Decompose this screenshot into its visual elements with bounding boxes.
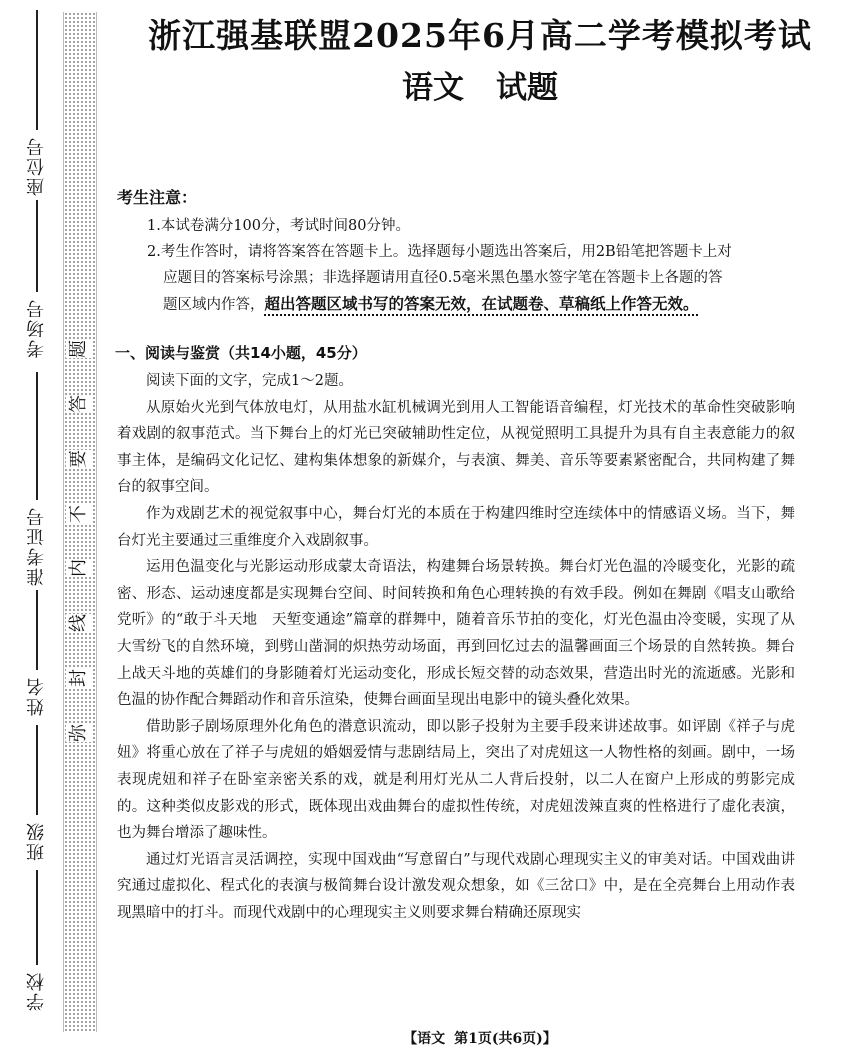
notice-emphasis: 超出答题区域书写的答案无效，在试题卷、草稿纸上作答无效。	[264, 295, 699, 313]
exam-room-line	[36, 200, 38, 292]
seal-char: 题	[66, 340, 92, 358]
seal-char: 不	[66, 505, 92, 523]
notice-item-2-line-3	[117, 291, 797, 318]
passage-paragraph: 通过灯光语言灵活调控，实现中国戏曲“写意留白”与现代戏剧心理现实主义的审美对话。中国戏曲讲究通过虚拟化、程式化的表演与极简舞台设计激发观众想象，如《三岔口》中，是在全亮舞台上用动作表现黑暗中的打斗。而现代戏剧中的心理现实主义则要求舞台精确还原现实	[117, 851, 795, 921]
passage-paragraph: 运用色温变化与光影运动形成蒙太奇语法，构建舞台场景转换。舞台灯光色温的冷暖变化，光影的疏密、形态、运动速度都是实现舞台空间、时间转换和角色心理转换的有效手段。例如在舞剧《唱支山歌给党听》的“敢于斗天地 天堑变通途”篇章的群舞中，随着音乐节拍的变化，灯光色温由冷变暖，实现了从大雪纷飞的自然环境，到劈山凿洞的炽热劳动场面，再到回忆过去的温馨画面三个场景的自然转换。舞台上战天斗地的英雄们的身影随着灯光运动变化，形成长短交替的动态效果，营造出时光的流逝感。光影和色温的协作配合舞蹈动作和音乐渲染，使舞台画面呈现出电影中的镜头叠化效果。	[117, 559, 795, 709]
seal-char: 封	[66, 669, 92, 687]
name-field	[22, 590, 52, 716]
seat-number-line	[36, 10, 38, 130]
exam-room-label: 考场号	[26, 298, 47, 358]
notice-item-2: 2.考生作答时，请将答案答在答题卡上。选择题每小题选出答案后，用2B铅笔把答题卡上对	[147, 244, 732, 260]
class-label: 班级	[26, 821, 47, 861]
class-field	[22, 725, 52, 861]
binding-margin	[0, 0, 60, 1055]
admission-number-field	[22, 372, 52, 586]
exam-subtitle	[100, 62, 860, 107]
paper-type: 试题	[496, 70, 558, 106]
passage-paragraph: 作为戏剧艺术的视觉叙事中心，舞台灯光的本质在于构建四维时空连续体中的情感语义场。当下，舞台灯光主要通过三重维度介入戏剧叙事。	[117, 505, 795, 549]
exam-title: 浙江强基联盟2025年6月高二学考模拟考试	[148, 16, 812, 55]
passage-paragraph: 从原始火光到气体放电灯，从用盐水缸机械调光到用人工智能语音编程，灯光技术的革命性突破影响着戏剧的叙事范式。当下舞台上的灯光已突破辅助性定位，从视觉照明工具提升为具有自主表意能力的叙事主体，是编码文化记忆、建构集体想象的新媒介，与表演、舞美、音乐等要素紧密配合，共同构建了舞台的叙事空间。	[117, 399, 795, 496]
seal-line-text	[63, 336, 95, 746]
passage-instruction: 阅读下面的文字，完成1～2题。	[146, 373, 353, 389]
candidate-notice	[117, 185, 797, 318]
footer-subject: 【语文	[403, 1031, 446, 1047]
notice-item-2-line-2: 应题目的答案标号涂黑；非选择题请用直径0.5毫米黑色墨水签字笔在答题卡上各题的答	[163, 270, 723, 286]
seal-char: 答	[66, 395, 92, 413]
admission-number-label: 准考证号	[26, 506, 47, 586]
school-line	[36, 870, 38, 965]
name-line	[36, 590, 38, 670]
seat-number-field	[22, 10, 52, 196]
exam-room-field	[22, 200, 52, 358]
notice-item-2-text: 题区域内作答，	[163, 297, 265, 313]
reading-passage	[117, 368, 795, 926]
name-label: 姓名	[26, 676, 47, 716]
seal-char: 要	[66, 450, 92, 468]
seal-char: 线	[66, 614, 92, 632]
school-field	[22, 870, 52, 1011]
passage-paragraph: 借助影子剧场原理外化角色的潜意识流动，即以影子投射为主要手段来讲述故事。如评剧《祥子与虎妞》将重心放在了祥子与虎妞的婚姻爱情与悲剧结局上，突出了对虎妞这一人物性格的刻画。剧中，一场表现虎妞和祥子在卧室亲密关系的戏，就是利用灯光从二人背后投射，以二人在窗户上形成的剪影完成的。这种类似皮影戏的形式，既体现出戏曲舞台的虚拟性传统，对虎妞泼辣直爽的性格进行了虚化表演，也为舞台增添了趣味性。	[117, 718, 795, 842]
seat-number-label: 座位号	[26, 136, 47, 196]
page-footer	[100, 1028, 860, 1048]
class-line	[36, 725, 38, 815]
school-label: 学校	[26, 971, 47, 1011]
section-heading: 一、阅读与鉴赏（共14小题，45分）	[115, 344, 367, 362]
seal-char: 弥	[66, 724, 92, 742]
notice-title: 考生注意：	[117, 188, 198, 207]
seal-char: 内	[66, 559, 92, 577]
admission-number-line	[36, 372, 38, 500]
footer-page-number: 第1页(共6页)】	[454, 1031, 557, 1047]
subject-name: 语文	[402, 70, 464, 106]
notice-item-1: 1.本试卷满分100分，考试时间80分钟。	[147, 218, 410, 234]
